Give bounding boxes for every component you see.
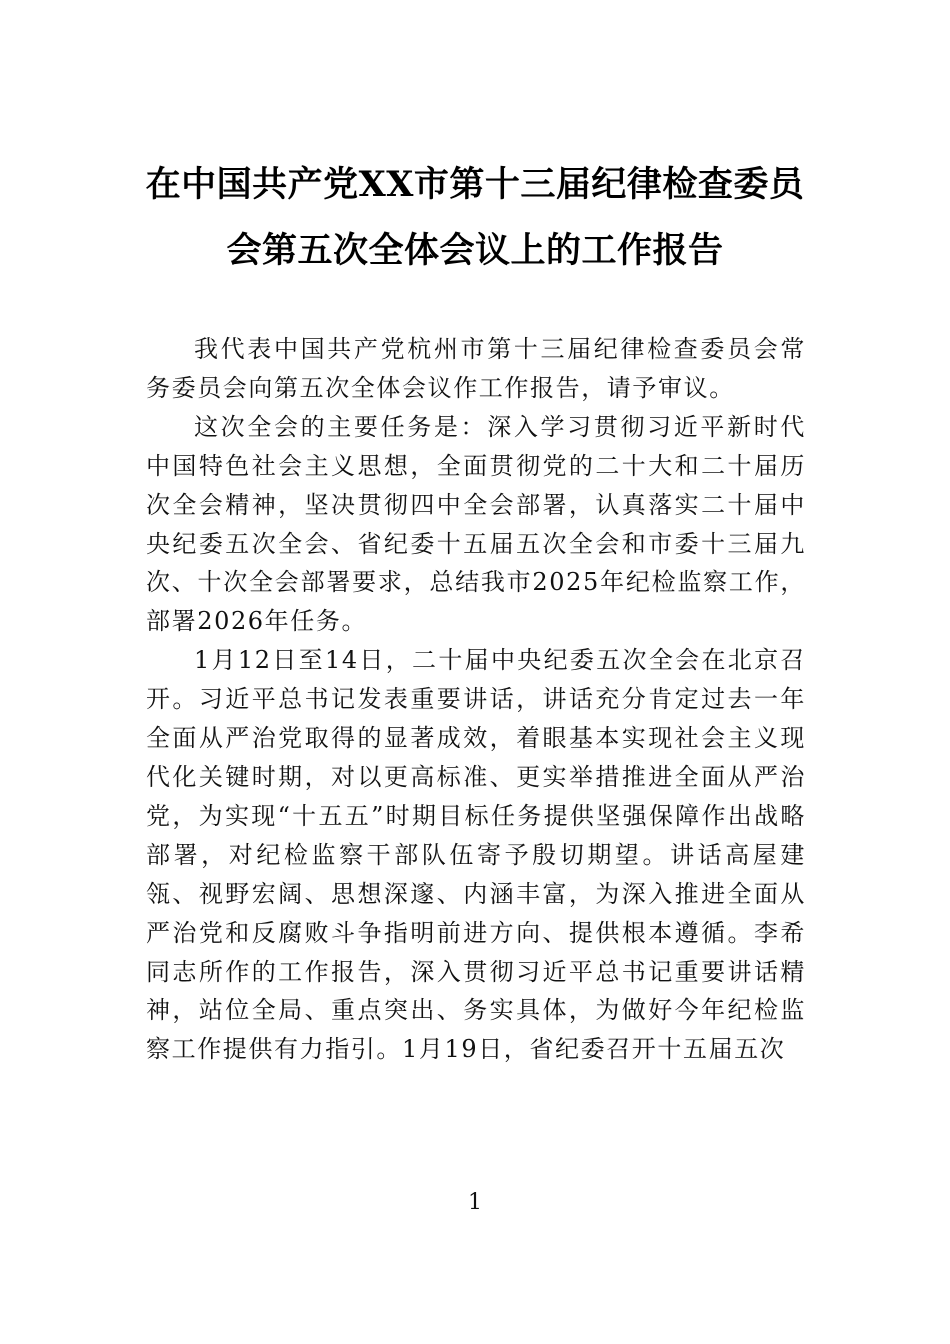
paragraph-2: 这次全会的主要任务是：深入学习贯彻习近平新时代中国特色社会主义思想，全面贯彻党的二十大和二十届历次全会精神，坚决贯彻四中全会部署，认真落实二十届中央纪委五次全会、省纪委十五届五次全会和市委十三届九次、十次全会部署要求，总结我市2025年纪检监察工作，部署2026年任务。 xyxy=(146,412,806,636)
paragraph-1: 我代表中国共产党杭州市第十三届纪律检查委员会常务委员会向第五次全体会议作工作报告，请予审议。 xyxy=(146,335,806,402)
document-body xyxy=(146,330,806,1069)
title-line-2: 会第五次全体会议上的工作报告 xyxy=(226,230,724,271)
document-title xyxy=(130,152,820,284)
title-line-1: 在中国共产党XX市第十三届纪律检查委员 xyxy=(145,164,805,205)
paragraph-3: 1月12日至14日，二十届中央纪委五次全会在北京召开。习近平总书记发表重要讲话，讲话充分肯定过去一年全面从严治党取得的显著成效，着眼基本实现社会主义现代化关键时期，对以更高标准、更实举措推进全面从严治党，为实现“十五五”时期目标任务提供坚强保障作出战略部署，对纪检监察干部队伍寄予殷切期望。讲话高屋建瓴、视野宏阔、思想深邃、内涵丰富，为深入推进全面从严治党和反腐败斗争指明前进方向、提供根本遵循。李希同志所作的工作报告，深入贯彻习近平总书记重要讲话精神，站位全局、重点突出、务实具体，为做好今年纪检监察工作提供有力指引。1月19日，省纪委召开十五届五次 xyxy=(146,646,806,1064)
page-number: 1 xyxy=(468,1190,482,1215)
